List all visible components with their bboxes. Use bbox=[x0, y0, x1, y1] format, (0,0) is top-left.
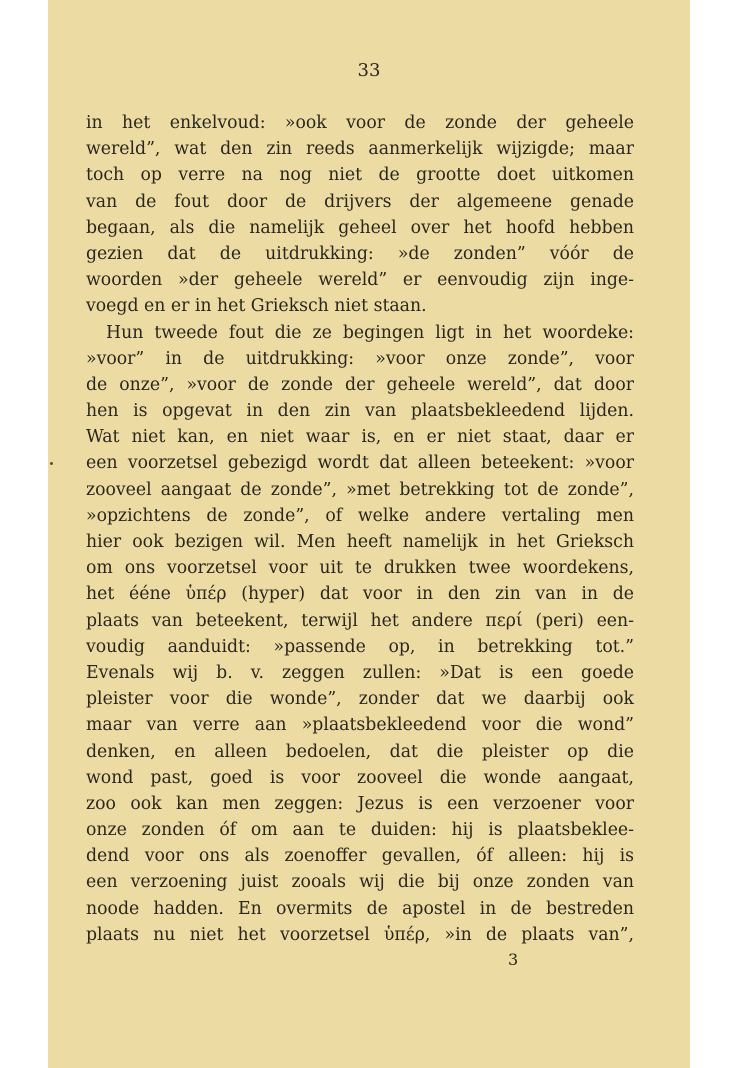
text-line: plaats nu niet het voorzetsel ὑπέρ, »in de plaats van”, bbox=[86, 924, 634, 945]
page-number: 33 bbox=[357, 60, 381, 81]
text-line: van de fout door de drijvers der algemeene genade bbox=[86, 191, 634, 212]
signature-mark: 3 bbox=[508, 950, 519, 969]
text-line: in het enkelvoud: »ook voor de zonde der geheele bbox=[86, 113, 634, 133]
text-line: hen is opgevat in den zin van plaatsbekleedend lijden. bbox=[86, 401, 634, 422]
text-line: dend voor ons als zoenoffer gevallen, óf alleen: hij is bbox=[86, 846, 634, 867]
text-line: wereld”, wat den zin reeds aanmerkelijk wijzigde; maar bbox=[86, 139, 634, 160]
text-line: een verzoening juist zooals wij die bij onze zonden van bbox=[86, 872, 634, 893]
text-line: voegd en er in het Grieksch niet staan. bbox=[86, 296, 427, 317]
text-line: zooveel aangaat de zonde”, »met betrekking tot de zonde”, bbox=[86, 479, 634, 500]
text-line: voudig aanduidt: »passende op, in betrekking tot.” bbox=[86, 636, 634, 657]
text-line: Wat niet kan, en niet waar is, en er niet staat, daar er bbox=[86, 427, 634, 448]
text-line: begaan, als die namelijk geheel over het hoofd hebben bbox=[86, 217, 634, 238]
text-line: plaats van beteekent, terwijl het andere περί (peri) een- bbox=[86, 610, 634, 631]
text-line: gezien dat de uitdrukking: »de zonden” vóór de bbox=[86, 243, 634, 264]
text-line: »voor” in de uitdrukking: »voor onze zonde”, voor bbox=[86, 348, 634, 369]
text-line: onze zonden óf om aan te duiden: hij is plaatsbeklee- bbox=[86, 820, 634, 841]
text-line: noode hadden. En overmits de apostel in de bestreden bbox=[86, 898, 634, 919]
margin-speck bbox=[50, 462, 53, 465]
text-line: pleister voor die wonde”, zonder dat we daarbij ook bbox=[86, 689, 634, 710]
text-line: denken, en alleen bedoelen, dat die pleister op die bbox=[86, 741, 634, 762]
body-text bbox=[86, 110, 634, 948]
text-line: Hun tweede fout die ze begingen ligt in het woordeke: bbox=[106, 322, 634, 343]
text-line: de onze”, »voor de zonde der geheele wereld”, dat door bbox=[86, 374, 634, 395]
text-line: het ééne ὑπέρ (hyper) dat voor in den zin van in de bbox=[86, 584, 634, 605]
text-line: toch op verre na nog niet de grootte doet uitkomen bbox=[86, 165, 634, 186]
text-line: Evenals wij b. v. zeggen zullen: »Dat is een goede bbox=[86, 662, 634, 683]
text-line: »opzichtens de zonde”, of welke andere vertaling men bbox=[86, 505, 634, 526]
text-line: woorden »der geheele wereld” er eenvoudig zijn inge- bbox=[86, 270, 634, 291]
text-line: zoo ook kan men zeggen: Jezus is een verzoener voor bbox=[86, 793, 634, 814]
text-line: om ons voorzetsel voor uit te drukken twee woordekens, bbox=[86, 558, 634, 579]
text-line: maar van verre aan »plaatsbekleedend voor die wond” bbox=[86, 715, 634, 736]
book-page bbox=[48, 0, 690, 1068]
text-line: een voorzetsel gebezigd wordt dat alleen beteekent: »voor bbox=[86, 453, 634, 474]
text-line: hier ook bezigen wil. Men heeft namelijk in het Grieksch bbox=[86, 532, 634, 552]
text-line: wond past, goed is voor zooveel die wonde aangaat, bbox=[86, 767, 634, 788]
